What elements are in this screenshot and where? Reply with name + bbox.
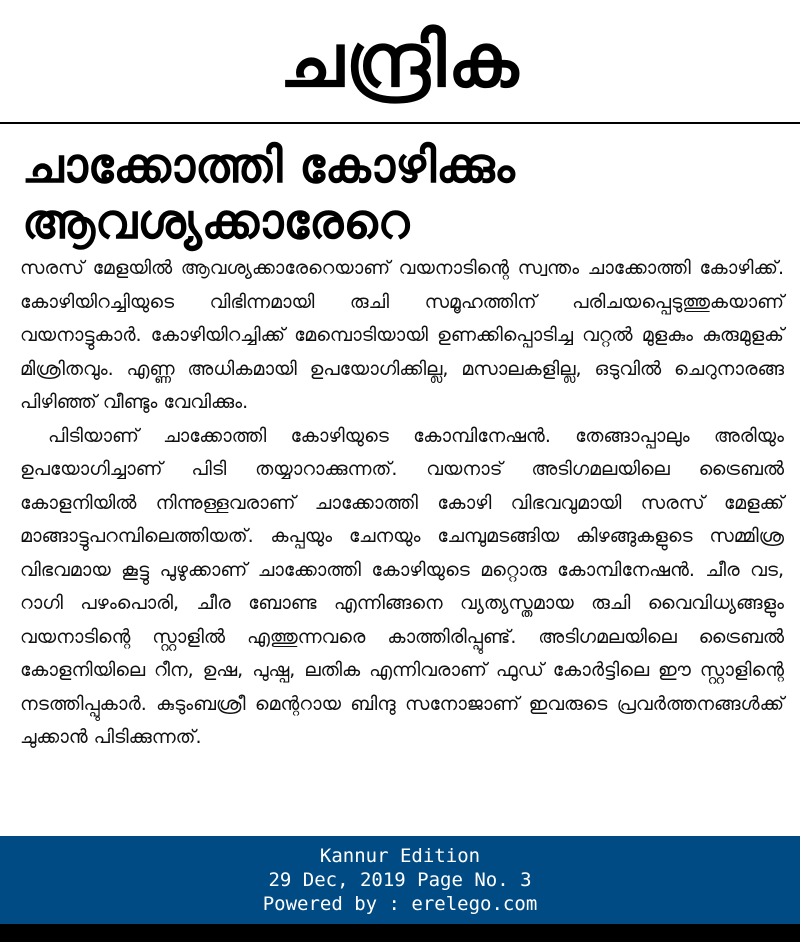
article-paragraph-1: സരസ് മേളയിൽ ആവശ്യക്കാരേറെയാണ് വയനാടിന്റെ സ്വന്തം ചാക്കോത്തി കോഴിക്ക്. കോഴിയിറച്ചിയുടെ വിഭിന്നമായി രുചി സമൂഹത്തിന് പരിചയപ്പെടുത്തുകയാണ് വയനാട്ടുകാർ. കോഴിയിറച്ചിക്ക് മേമ്പൊടിയായി ഉണക്കിപ്പൊടിച്ച വറ്റൽ മുളകും കുരുമുളക് മിശ്രിതവും. എണ്ണ അധികമായി ഉപയോഗിക്കില്ല, മസാലകളില്ല, ഒടുവിൽ ചെറുനാരങ്ങ പിഴിഞ്ഞ് വീണ്ടും വേവിക്കും. (20, 257, 784, 413)
bottom-bar (0, 924, 800, 942)
powered-by-link[interactable]: Powered by : erelego.com (262, 893, 538, 915)
masthead-divider (0, 122, 800, 124)
article-headline: ചാക്കോത്തി കോഴിക്കും ആവശ്യക്കാരേറെ (22, 138, 515, 250)
masthead (0, 0, 800, 122)
newspaper-logo-title: ചന്ദ്രിക (279, 17, 521, 104)
article-paragraph-2: പിടിയാണ് ചാക്കോത്തി കോഴിയുടെ കോമ്പിനേഷൻ. തേങ്ങാപ്പാലും അരിയും ഉപയോഗിച്ചാണ് പിടി തയ്യാറാക്കുന്നത്. വയനാട് അടിഗമലയിലെ ട്രൈബൽ കോളനിയിൽ നിന്നുള്ളവരാണ് ചാക്കോത്തി കോഴി വിഭവവുമായി സരസ് മേളക്ക് മാങ്ങാട്ടുപറമ്പിലെത്തിയത്. കപ്പയും ചേനയും ചേമ്പുമടങ്ങിയ കിഴങ്ങുകളുടെ സമ്മിശ്ര വിഭവമായ കൂട്ടു പുഴുക്കാണ് ചാക്കോത്തി കോഴിയുടെ മറ്റൊരു കോമ്പിനേഷൻ. ചീര വട, റാഗി പഴംപൊരി, ചീര ബോണ്ട എന്നിങ്ങനെ വ്യത്യസ്തമായ രുചി വൈവിധ്യങ്ങളും വയനാടിന്റെ സ്റ്റാളിൽ എത്തുന്നവരെ കാത്തിരിപ്പുണ്ട്. അടിഗമലയിലെ ട്രൈബൽ കോളനിയിലെ റീന, ഉഷ, പുഷ്പ, ലതിക എന്നിവരാണ് ഫുഡ് കോർട്ടിലെ ഈ സ്റ്റാളിന്റെ നടത്തിപ്പുകാർ. കുടുംബശ്രീ മെന്ററായ ബിന്ദു സനോജാണ് ഇവരുടെ പ്രവർത്തനങ്ങൾക്ക് ചുക്കാൻ പിടിക്കുന്നത്. (20, 424, 784, 748)
article-body (20, 252, 784, 755)
edition-name: Kannur Edition (319, 845, 481, 867)
edition-date-page: 29 Dec, 2019 Page No. 3 (268, 869, 532, 891)
edition-footer (0, 836, 800, 924)
